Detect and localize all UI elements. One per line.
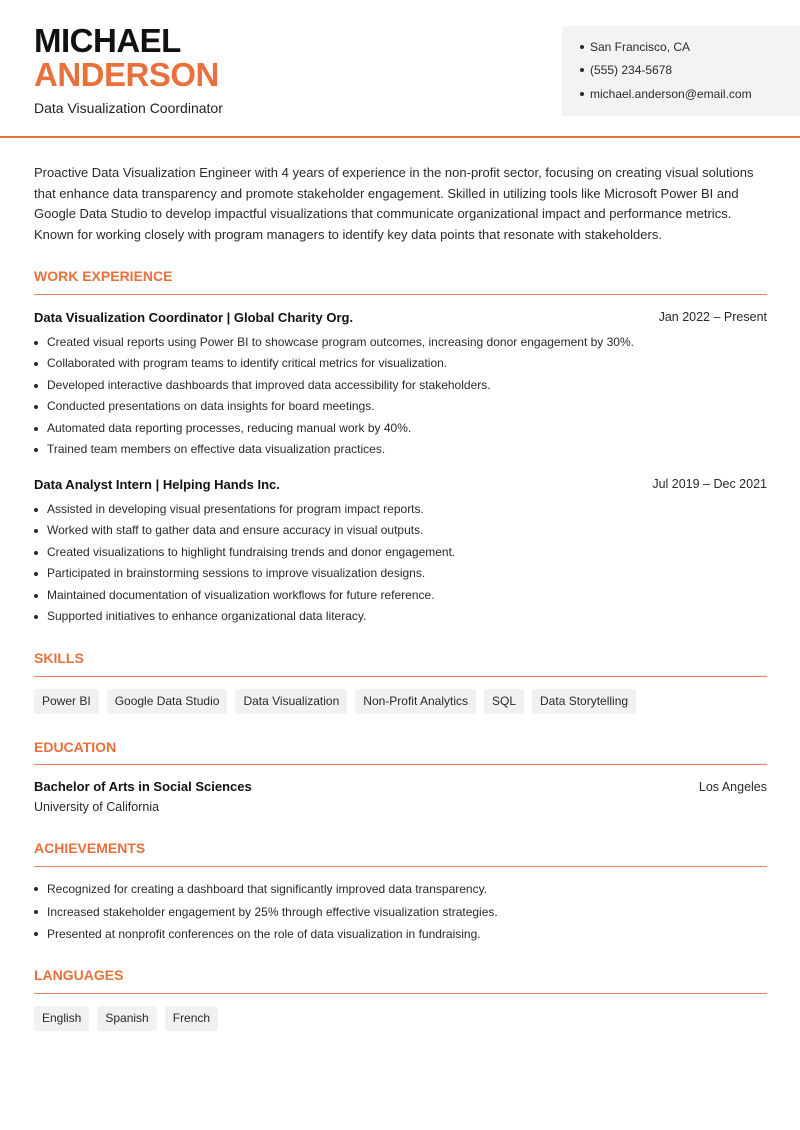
contact-location-text: San Francisco, CA	[590, 40, 691, 54]
education-school: University of California	[34, 800, 160, 814]
achievements-list	[34, 878, 767, 946]
skill-tag: Google Data Studio	[107, 689, 228, 714]
job-header	[34, 310, 767, 325]
list-item: Presented at nonprofit conferences on the role of data visualization in fundraising.	[34, 923, 767, 946]
job-bullets	[34, 499, 767, 627]
contact-phone-text: (555) 234-5678	[590, 63, 673, 77]
list-item: Developed interactive dashboards that improved data accessibility for stakeholders.	[34, 375, 767, 396]
list-item: Created visualizations to highlight fundraising trends and donor engagement.	[34, 542, 767, 563]
contact-email-text[interactable]: michael.anderson@email.com	[590, 87, 752, 101]
skills-list	[34, 689, 636, 714]
language-tag: French	[165, 1006, 218, 1031]
section-divider	[34, 993, 767, 994]
last-name: ANDERSON	[34, 56, 219, 93]
list-item: Assisted in developing visual presentations for program impact reports.	[34, 499, 767, 520]
resume-header	[0, 0, 800, 138]
education-location: Los Angeles	[698, 780, 767, 794]
list-item: Participated in brainstorming sessions to improve visualization designs.	[34, 563, 767, 584]
professional-summary: Proactive Data Visualization Engineer with 4 years of experience in the non-profit sector, focusing on creating visual solutions that enhance data transparency and promote stakeholder engagement. Skilled in utilizing tools like Microsoft Power BI and Google Data Studio to develop impactful visualizations that communicate organizational impact and performance metrics. Known for working closely with program managers to identify key data points that resonate with stakeholders.	[34, 165, 754, 243]
job-role: Data Visualization Coordinator | Global Charity Org.	[34, 310, 354, 325]
skill-tag: Power BI	[34, 689, 99, 714]
section-title-languages: LANGUAGES	[34, 967, 124, 983]
list-item: Created visual reports using Power BI to showcase program outcomes, increasing donor engagement by 30%.	[34, 332, 767, 353]
list-item: Increased stakeholder engagement by 25% through effective visualization strategies.	[34, 901, 767, 924]
contact-email[interactable]	[580, 87, 752, 101]
list-item: Supported initiatives to enhance organizational data literacy.	[34, 606, 767, 627]
section-title-achievements: ACHIEVEMENTS	[34, 840, 146, 856]
job-title: Data Visualization Coordinator	[34, 100, 223, 116]
list-item: Automated data reporting processes, reducing manual work by 40%.	[34, 418, 767, 439]
list-item: Collaborated with program teams to identify critical metrics for visualization.	[34, 353, 767, 374]
list-item: Worked with staff to gather data and ensure accuracy in visual outputs.	[34, 520, 767, 541]
section-title-work: WORK EXPERIENCE	[34, 268, 173, 284]
skill-tag: Data Storytelling	[532, 689, 636, 714]
job-dates: Jan 2022 – Present	[658, 310, 767, 324]
bullet-icon	[580, 92, 584, 96]
list-item: Recognized for creating a dashboard that significantly improved data transparency.	[34, 878, 767, 901]
job-role: Data Analyst Intern | Helping Hands Inc.	[34, 477, 280, 492]
skill-tag: Data Visualization	[235, 689, 347, 714]
bullet-icon	[580, 68, 584, 72]
section-title-education: EDUCATION	[34, 739, 117, 755]
job-header	[34, 477, 767, 492]
section-title-skills: SKILLS	[34, 650, 84, 666]
section-divider	[34, 294, 767, 295]
job-bullets	[34, 332, 767, 460]
languages-list	[34, 1006, 218, 1031]
contact-phone	[580, 63, 672, 77]
language-tag: English	[34, 1006, 89, 1031]
list-item: Conducted presentations on data insights for board meetings.	[34, 396, 767, 417]
contact-box	[562, 26, 800, 116]
job-dates: Jul 2019 – Dec 2021	[652, 477, 767, 491]
skill-tag: SQL	[484, 689, 524, 714]
section-divider	[34, 676, 767, 677]
list-item: Maintained documentation of visualization workflows for future reference.	[34, 585, 767, 606]
education-degree: Bachelor of Arts in Social Sciences	[34, 779, 252, 794]
contact-location	[580, 40, 690, 54]
bullet-icon	[580, 45, 584, 49]
skill-tag: Non-Profit Analytics	[355, 689, 476, 714]
first-name: MICHAEL	[34, 22, 181, 59]
list-item: Trained team members on effective data visualization practices.	[34, 439, 767, 460]
section-divider	[34, 764, 767, 765]
section-divider	[34, 866, 767, 867]
language-tag: Spanish	[97, 1006, 156, 1031]
